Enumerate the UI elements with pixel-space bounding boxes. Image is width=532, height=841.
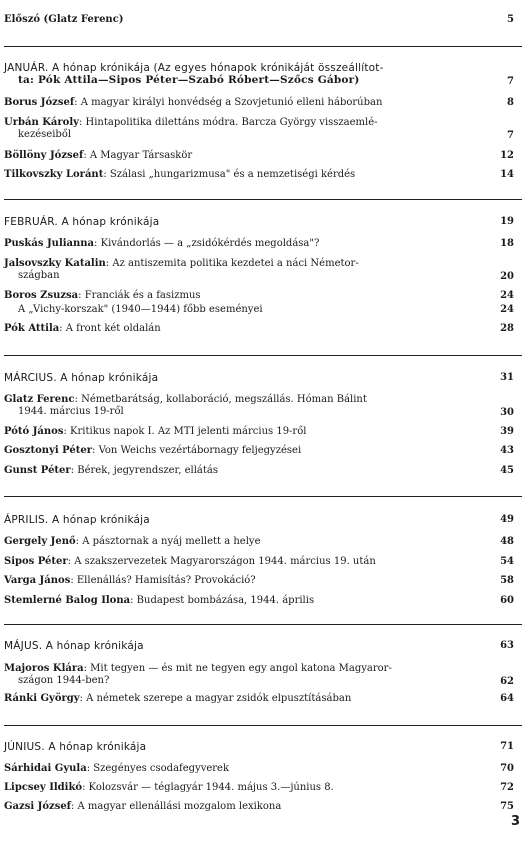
entry-author: Boros Zsuzsa xyxy=(4,290,79,301)
entry-author: Borus József xyxy=(4,97,75,108)
entry-title: : Kolozsvár — téglagyár 1944. május 3.—június 8. xyxy=(82,782,334,793)
section-divider xyxy=(4,624,522,625)
entry-page: 72 xyxy=(500,782,514,793)
section-page: 7 xyxy=(507,76,514,87)
list-item xyxy=(4,117,524,141)
section-heading-majus xyxy=(4,640,524,652)
entry-title: : Az antiszemita politika kezdetei a náci Németor- xyxy=(105,258,359,269)
section-heading-februar xyxy=(4,216,524,228)
entry-author: Sárhidai Gyula xyxy=(4,763,87,774)
entry-title-cont: 1944. március 19-ről xyxy=(18,406,124,417)
section-heading-text: FEBRUÁR. A hónap krónikája xyxy=(4,216,160,228)
entry-page: 28 xyxy=(500,323,514,334)
entry-page: 12 xyxy=(500,150,514,161)
entry-title-cont: szágon 1944-ben? xyxy=(18,675,110,686)
entry-title-cont: szágban xyxy=(18,270,60,281)
entry-page: 14 xyxy=(500,169,514,180)
entry-page: 64 xyxy=(500,693,514,704)
entry-title: : Franciák és a fasizmus xyxy=(78,290,201,301)
list-item xyxy=(4,763,524,775)
entry-author: Jalsovszky Katalin xyxy=(4,258,106,269)
list-item xyxy=(4,782,524,794)
list-item xyxy=(4,445,524,457)
section-page: 49 xyxy=(500,514,514,525)
section-page: 31 xyxy=(500,372,514,383)
entry-author: Gazsi József xyxy=(4,801,71,812)
section-heading-text: JANUÁR. A hónap krónikája (Az egyes hónapok krónikáját összeállítot- xyxy=(4,62,384,74)
entry-title: : Budapest bombázása, 1944. április xyxy=(130,595,315,606)
section-divider xyxy=(4,46,522,47)
list-item xyxy=(4,663,524,687)
entry-author: Urbán Károly xyxy=(4,117,79,128)
entry-page: 18 xyxy=(500,238,514,249)
section-page: 19 xyxy=(500,216,514,227)
section-heading-text: JÚNIUS. A hónap krónikája xyxy=(4,741,147,753)
entry-page: 60 xyxy=(500,595,514,606)
entry-title: : Ellenállás? Hamisítás? Provokáció? xyxy=(70,575,256,586)
list-item xyxy=(4,536,524,548)
preface-text: Előszó (Glatz Ferenc) xyxy=(4,14,124,25)
section-divider xyxy=(4,725,522,726)
entry-page: 30 xyxy=(500,407,514,418)
entry-author: Glatz Ferenc xyxy=(4,394,75,405)
list-item xyxy=(4,465,524,477)
section-page: 63 xyxy=(500,640,514,651)
preface-page: 5 xyxy=(507,14,514,25)
entry-page: 58 xyxy=(500,575,514,586)
entry-page: 39 xyxy=(500,426,514,437)
entry-page: 62 xyxy=(500,676,514,687)
list-item xyxy=(4,693,524,705)
entry-title: : A magyar ellenállási mozgalom lexikona xyxy=(70,801,282,812)
entry-page: 8 xyxy=(507,97,514,108)
list-item xyxy=(4,290,524,302)
entry-author: Böllöny József xyxy=(4,150,84,161)
section-page: 71 xyxy=(500,741,514,752)
list-item xyxy=(4,801,524,813)
list-item xyxy=(4,575,524,587)
entry-author: Gosztonyi Péter xyxy=(4,445,93,456)
entry-title: : A magyar királyi honvédség a Szovjetunió elleni háborúban xyxy=(74,97,383,108)
list-item xyxy=(4,238,524,250)
entry-title: : A Magyar Társaskör xyxy=(83,150,193,161)
entry-title: : Németbarátság, kollaboráció, megszállás. Hóman Bálint xyxy=(74,394,367,405)
section-divider xyxy=(4,496,522,497)
entry-author: Varga János xyxy=(4,575,71,586)
entry-author: Puskás Julianna xyxy=(4,238,95,249)
list-item xyxy=(4,323,524,335)
entry-title-cont: kezéseiből xyxy=(18,129,72,140)
entry-title: A „Vichy-korszak" (1940—1944) főbb eseményei xyxy=(18,304,263,315)
entry-title: : A németek szerepe a magyar zsidók elpusztításában xyxy=(79,693,352,704)
list-item xyxy=(4,394,524,418)
entry-title: : A pásztornak a nyáj mellett a helye xyxy=(75,536,261,547)
list-item xyxy=(4,258,524,282)
section-heading-junius xyxy=(4,741,524,753)
section-heading-text: ÁPRILIS. A hónap krónikája xyxy=(4,514,150,526)
entry-author: Tilkovszky Loránt xyxy=(4,169,104,180)
entry-author: Sipos Péter xyxy=(4,556,68,567)
entry-author: Lipcsey Ildikó xyxy=(4,782,83,793)
section-heading-cont: ta: Pók Attila—Sipos Péter—Szabó Róbert—Szőcs Gábor) xyxy=(18,74,360,86)
entry-author: Majoros Klára xyxy=(4,663,84,674)
entry-title: : Mit tegyen — és mit ne tegyen egy angol katona Magyaror- xyxy=(83,663,392,674)
list-item xyxy=(4,150,524,162)
entry-page: 7 xyxy=(507,130,514,141)
list-item xyxy=(4,426,524,438)
section-heading-text: MÁJUS. A hónap krónikája xyxy=(4,640,144,652)
entry-title: : Kritikus napok I. Az MTI jelenti március 19-ről xyxy=(63,426,307,437)
entry-page: 24 xyxy=(500,304,514,315)
entry-title: : A front két oldalán xyxy=(59,323,161,334)
entry-page: 45 xyxy=(500,465,514,476)
section-heading-text: MÁRCIUS. A hónap krónikája xyxy=(4,372,159,384)
entry-author: Pók Attila xyxy=(4,323,60,334)
entry-title: : Bérek, jegyrendszer, ellátás xyxy=(70,465,218,476)
entry-title: : Hintapolitika dilettáns módra. Barcza György visszaemlé- xyxy=(78,117,378,128)
list-item xyxy=(4,169,524,181)
page-number: 3 xyxy=(510,814,520,829)
entry-page: 48 xyxy=(500,536,514,547)
entry-title: : Kivándorlás — a „zsidókérdés megoldása"? xyxy=(94,238,320,249)
entry-page: 75 xyxy=(500,801,514,812)
entry-author: Stemlerné Balog Ilona xyxy=(4,595,131,606)
list-item xyxy=(4,304,524,316)
list-item xyxy=(4,595,524,607)
section-heading-aprilis xyxy=(4,514,524,526)
list-item xyxy=(4,556,524,568)
entry-author: Ránki György xyxy=(4,693,80,704)
entry-page: 43 xyxy=(500,445,514,456)
entry-author: Gergely Jenő xyxy=(4,536,76,547)
entry-title: : Szegényes csodafegyverek xyxy=(86,763,230,774)
section-divider xyxy=(4,199,522,200)
entry-title: : Szálasi „hungarizmusa" és a nemzetiségi kérdés xyxy=(103,169,356,180)
entry-page: 54 xyxy=(500,556,514,567)
preface-entry xyxy=(4,14,524,26)
entry-author: Gunst Péter xyxy=(4,465,71,476)
section-heading-januar xyxy=(4,62,524,86)
entry-author: Pótó János xyxy=(4,426,64,437)
entry-page: 70 xyxy=(500,763,514,774)
entry-page: 20 xyxy=(500,271,514,282)
section-heading-marcius xyxy=(4,372,524,385)
entry-page: 24 xyxy=(500,290,514,301)
list-item xyxy=(4,97,524,109)
entry-title: : A szakszervezetek Magyarországon 1944. március 19. után xyxy=(67,556,376,567)
entry-title: : Von Weichs vezértábornagy feljegyzései xyxy=(92,445,302,456)
section-divider xyxy=(4,355,522,356)
